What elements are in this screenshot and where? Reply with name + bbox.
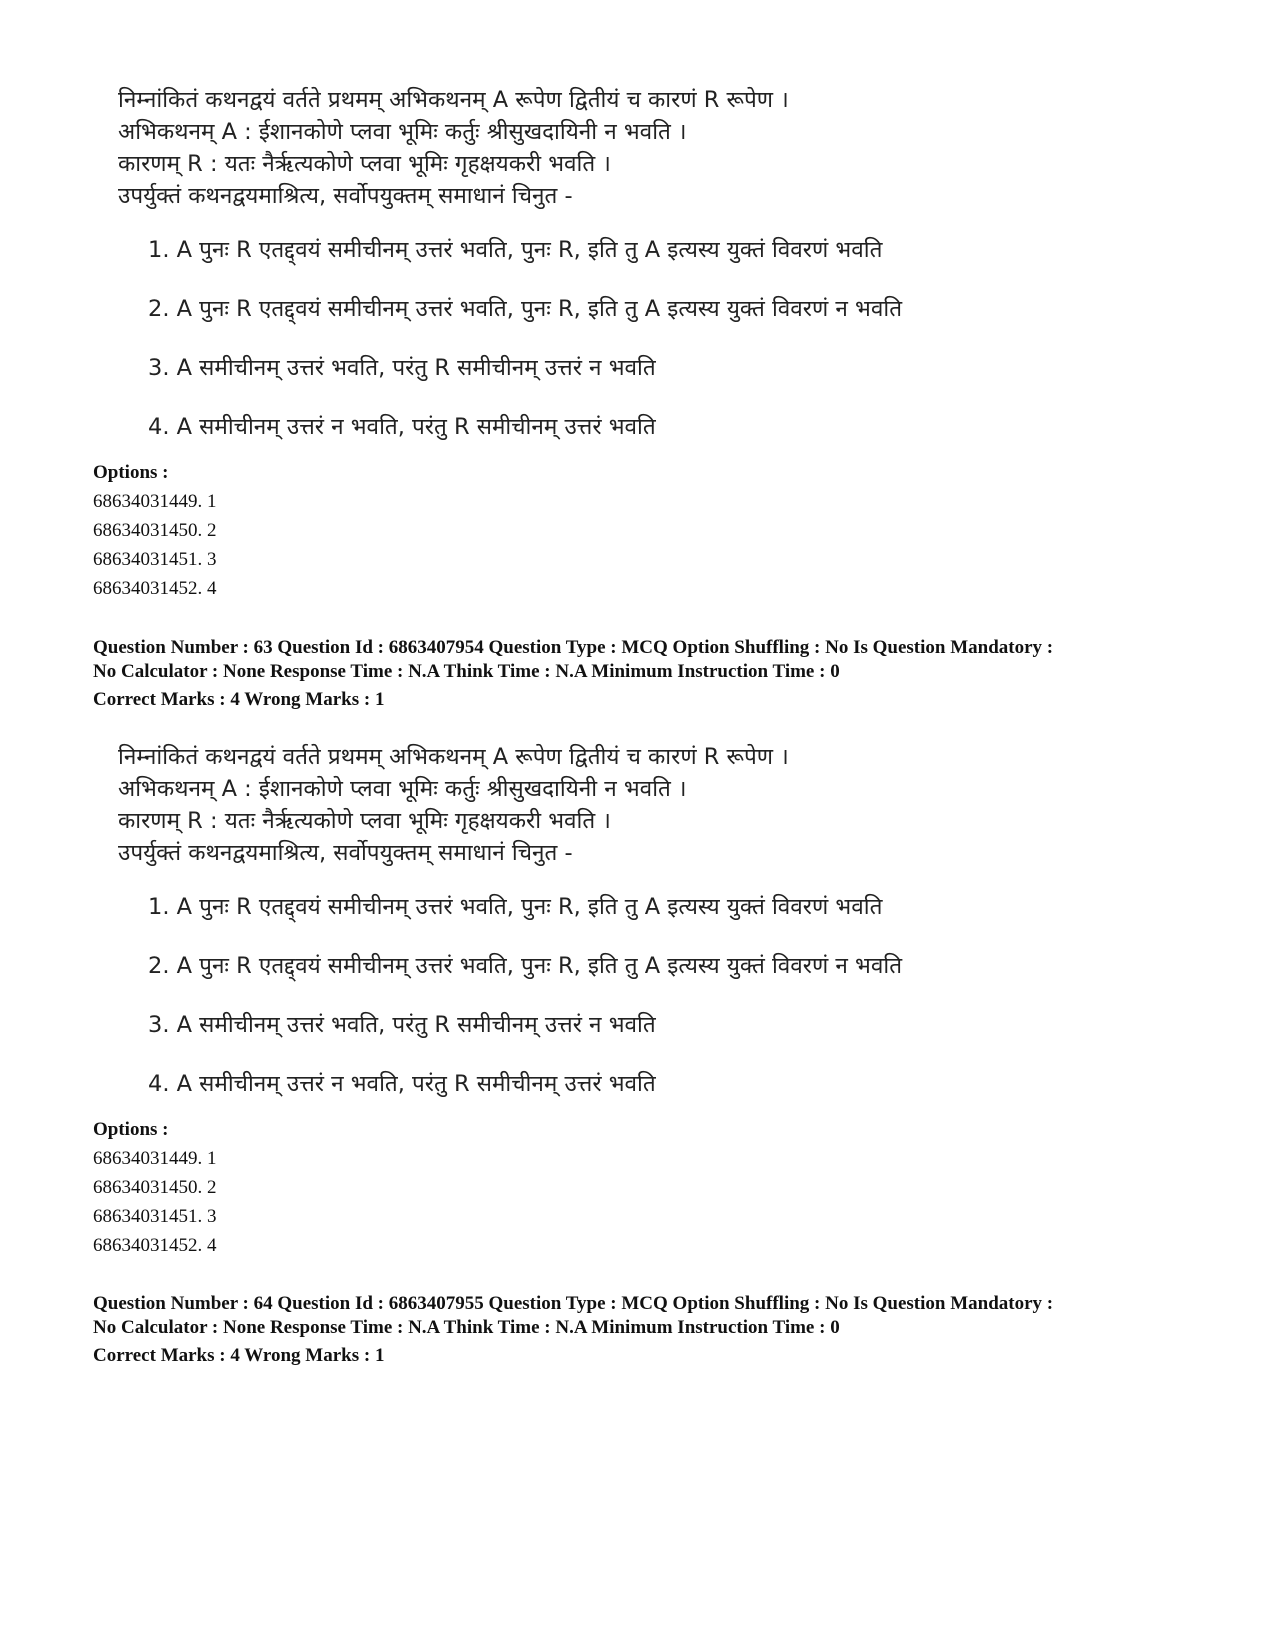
question-statement-block [118, 741, 1118, 1100]
question-statement-block [118, 84, 1118, 443]
option-item: 68634031449. 1 [93, 491, 217, 512]
statement-line: निम्नांकितं कथनद्वयं वर्तते प्रथमम् अभिकथनम् A रूपेण द्वितीयं च कारणं R रूपेण । [118, 87, 789, 113]
statement-line: निम्नांकितं कथनद्वयं वर्तते प्रथमम् अभिकथनम् A रूपेण द्वितीयं च कारणं R रूपेण । [118, 744, 789, 770]
options-block [93, 458, 217, 603]
reason-line: कारणम् R : यतः नैर्ऋत्यकोणे प्लवा भूमिः गृहक्षयकरी भवति । [118, 151, 611, 177]
choice-item: 2. A पुनः R एतद्द्वयं समीचीनम् उत्तरं भवति, पुनः R, इति तु A इत्यस्य युक्तं विवरणं न भवति [148, 953, 903, 979]
choice-item: 4. A समीचीनम् उत्तरं न भवति, परंतु R समीचीनम् उत्तरं भवति [148, 414, 656, 440]
choice-item: 4. A समीचीनम् उत्तरं न भवति, परंतु R समीचीनम् उत्तरं भवति [148, 1071, 656, 1097]
choice-item: 1. A पुनः R एतद्द्वयं समीचीनम् उत्तरं भवति, पुनः R, इति तु A इत्यस्य युक्तं विवरणं भवति [148, 894, 883, 920]
options-block [93, 1115, 217, 1260]
instruction-line: उपर्युक्तं कथनद्वयमाश्रित्य, सर्वोपयुक्तम् समाधानं चिनुत - [118, 183, 573, 209]
choice-item: 3. A समीचीनम् उत्तरं भवति, परंतु R समीचीनम् उत्तरं न भवति [148, 1012, 656, 1038]
options-label: Options : [93, 1119, 169, 1140]
assertion-line: अभिकथनम् A : ईशानकोणे प्लवा भूमिः कर्तुः श्रीसुखदायिनी न भवति । [118, 119, 687, 145]
option-item: 68634031450. 2 [93, 520, 217, 541]
choice-item: 2. A पुनः R एतद्द्वयं समीचीनम् उत्तरं भवति, पुनः R, इति तु A इत्यस्य युक्तं विवरणं न भवति [148, 296, 903, 322]
choice-item: 3. A समीचीनम् उत्तरं भवति, परंतु R समीचीनम् उत्तरं न भवति [148, 355, 656, 381]
question-meta-line: No Calculator : None Response Time : N.A Think Time : N.A Minimum Instruction Time : 0 [93, 1317, 840, 1338]
instruction-line: उपर्युक्तं कथनद्वयमाश्रित्य, सर्वोपयुक्तम् समाधानं चिनुत - [118, 840, 573, 866]
choice-list [148, 891, 1118, 1100]
choice-list [148, 234, 1118, 443]
option-item: 68634031450. 2 [93, 1177, 217, 1198]
question-64-header [93, 1292, 1213, 1368]
choice-item: 1. A पुनः R एतद्द्वयं समीचीनम् उत्तरं भवति, पुनः R, इति तु A इत्यस्य युक्तं विवरणं भवति [148, 237, 883, 263]
reason-line: कारणम् R : यतः नैर्ऋत्यकोणे प्लवा भूमिः गृहक्षयकरी भवति । [118, 808, 611, 834]
question-63-header [93, 636, 1213, 712]
options-label: Options : [93, 462, 169, 483]
question-meta-line: Question Number : 64 Question Id : 6863407955 Question Type : MCQ Option Shuffling : No Is Question Mandatory : [93, 1293, 1054, 1314]
option-item: 68634031452. 4 [93, 578, 217, 599]
question-marks: Correct Marks : 4 Wrong Marks : 1 [93, 689, 385, 710]
option-item: 68634031449. 1 [93, 1148, 217, 1169]
assertion-line: अभिकथनम् A : ईशानकोणे प्लवा भूमिः कर्तुः श्रीसुखदायिनी न भवति । [118, 776, 687, 802]
option-item: 68634031451. 3 [93, 1206, 217, 1227]
question-meta-line: No Calculator : None Response Time : N.A Think Time : N.A Minimum Instruction Time : 0 [93, 661, 840, 682]
option-item: 68634031451. 3 [93, 549, 217, 570]
question-meta-line: Question Number : 63 Question Id : 6863407954 Question Type : MCQ Option Shuffling : No Is Question Mandatory : [93, 637, 1054, 658]
question-marks: Correct Marks : 4 Wrong Marks : 1 [93, 1345, 385, 1366]
option-item: 68634031452. 4 [93, 1235, 217, 1256]
